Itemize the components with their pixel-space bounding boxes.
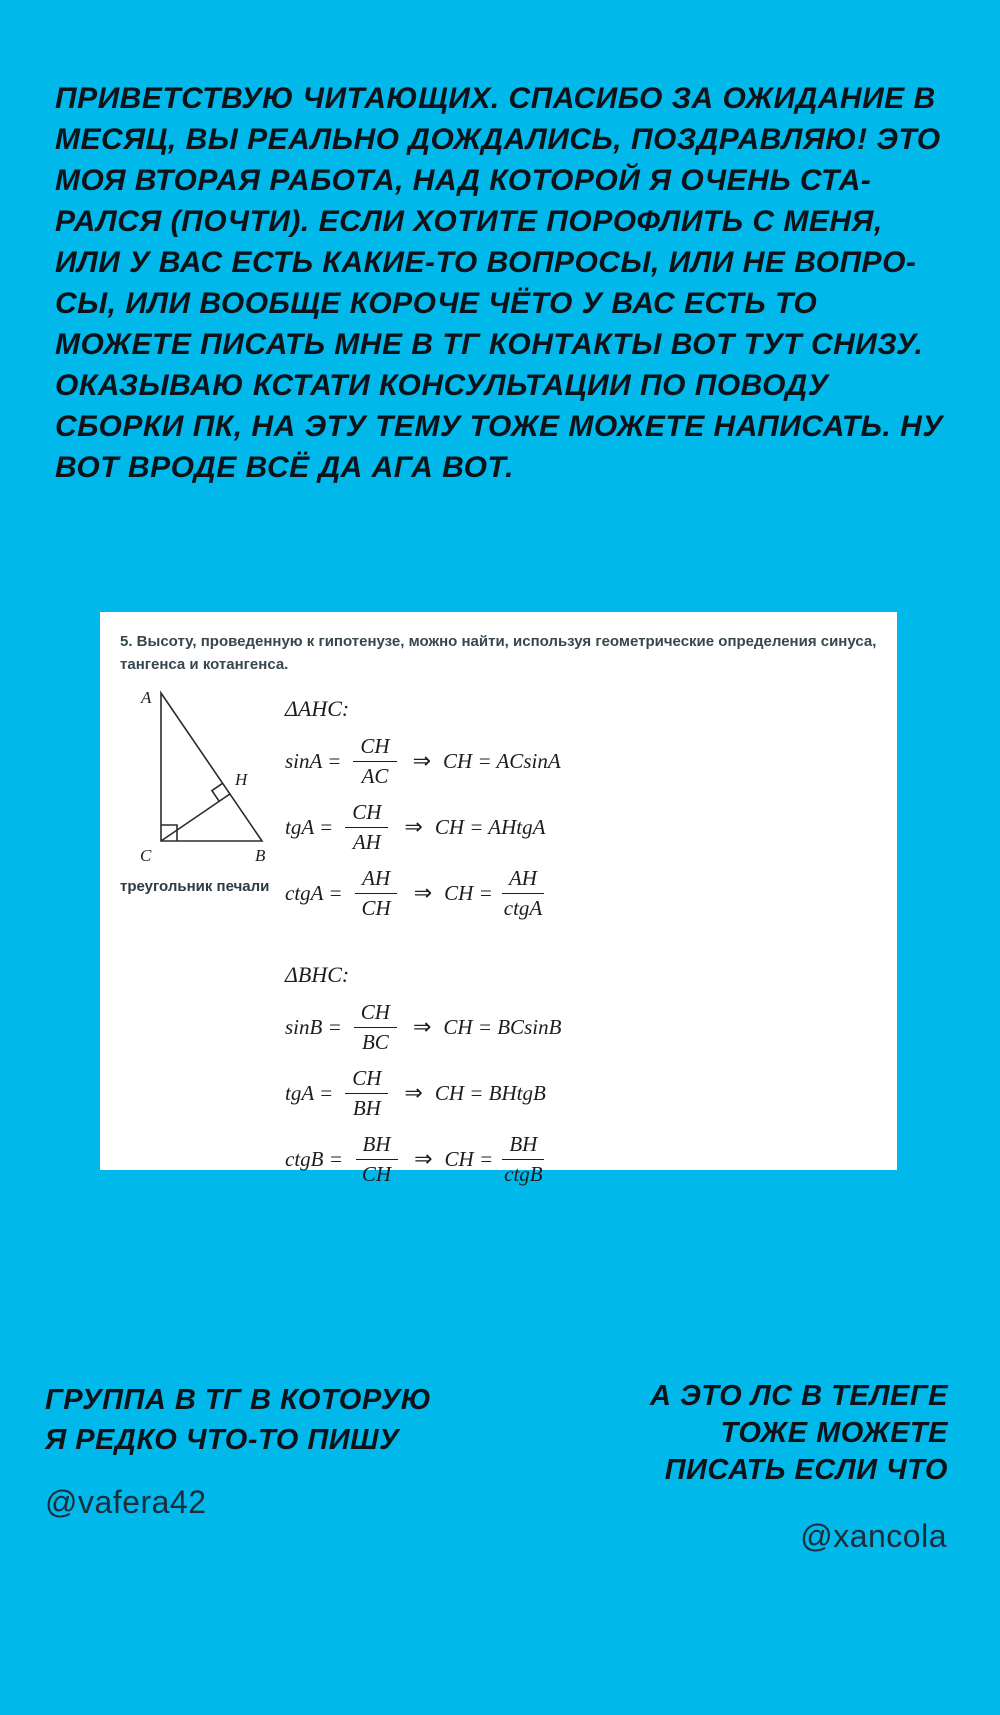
vertex-label-a: A bbox=[141, 688, 152, 707]
footer-left-note bbox=[45, 1380, 431, 1460]
fraction-numerator: AH bbox=[355, 866, 397, 893]
fraction bbox=[353, 734, 396, 787]
intro-line: ПРИВЕТСТВУЮ ЧИТАЮЩИХ. СПАСИБО ЗА ОЖИДАНИЕ В bbox=[55, 82, 936, 115]
fraction-denominator: ctgA bbox=[503, 895, 543, 920]
fraction-numerator: AH bbox=[502, 866, 544, 893]
formula-tga-bhc bbox=[285, 1066, 561, 1120]
formula-rhs: CH = ACsinA bbox=[443, 748, 561, 773]
fraction bbox=[355, 1132, 398, 1185]
intro-line: ВОТ ВРОДЕ ВСЁ ДА АГА ВОТ. bbox=[55, 451, 514, 484]
fraction-numerator: CH bbox=[354, 1000, 397, 1027]
fraction-numerator: CH bbox=[345, 800, 388, 827]
figure-caption: треугольник печали bbox=[120, 878, 270, 895]
fraction bbox=[345, 800, 388, 853]
implies-arrow-icon: ⇒ bbox=[412, 1014, 432, 1040]
fraction-denominator: BH bbox=[352, 1095, 381, 1120]
fraction-numerator: CH bbox=[353, 734, 396, 761]
vertex-label-c: C bbox=[140, 846, 152, 865]
formula-lhs: tgA = bbox=[285, 1080, 334, 1105]
formula-ctga-ahc bbox=[285, 866, 561, 920]
section-title-ahc: ΔAHC: bbox=[285, 696, 350, 721]
intro-line: СБОРКИ ПК, НА ЭТУ ТЕМУ ТОЖЕ МОЖЕТЕ НАПИСАТЬ. НУ bbox=[55, 410, 944, 443]
footer-left-line: ГРУППА В ТГ В КОТОРУЮ bbox=[45, 1384, 432, 1416]
fraction bbox=[497, 1132, 549, 1185]
card-heading-line: тангенса и котангенса. bbox=[120, 656, 289, 673]
fraction-denominator: CH bbox=[361, 1161, 392, 1186]
intro-line: ИЛИ У ВАС ЕСТЬ КАКИЕ-ТО ВОПРОСЫ, ИЛИ НЕ ВОПРО- bbox=[55, 246, 917, 279]
implies-arrow-icon: ⇒ bbox=[404, 814, 423, 840]
implies-arrow-icon: ⇒ bbox=[412, 748, 432, 774]
formulas-column bbox=[285, 696, 561, 1198]
formula-rhs: CH = AHtgA bbox=[434, 814, 546, 839]
telegram-handle-group: @vafera42 bbox=[45, 1484, 207, 1520]
fraction-denominator: AC bbox=[361, 763, 389, 788]
fraction-numerator: CH bbox=[345, 1066, 388, 1093]
footer-left-line: Я РЕДКО ЧТО-ТО ПИШУ bbox=[45, 1424, 400, 1456]
intro-line: РАЛСЯ (ПОЧТИ). ЕСЛИ ХОТИТЕ ПОРОФЛИТЬ С МЕНЯ, bbox=[55, 205, 883, 238]
intro-paragraph bbox=[55, 78, 965, 488]
implies-arrow-icon: ⇒ bbox=[414, 1146, 433, 1172]
formula-rhs-prefix: CH = bbox=[444, 880, 493, 905]
footer-right-line: ПИСАТЬ ЕСЛИ ЧТО bbox=[664, 1454, 948, 1486]
right-angle-mark-h bbox=[212, 783, 223, 801]
formula-rhs-prefix: CH = bbox=[444, 1146, 494, 1171]
footer-right-note bbox=[650, 1378, 948, 1489]
fraction-numerator: BH bbox=[502, 1132, 544, 1159]
fraction-denominator: BC bbox=[361, 1029, 389, 1054]
fraction-denominator: AH bbox=[352, 829, 381, 854]
vertex-label-h: H bbox=[235, 770, 248, 789]
intro-line: МОЯ ВТОРАЯ РАБОТА, НАД КОТОРОЙ Я ОЧЕНЬ СТА- bbox=[55, 164, 872, 197]
formula-sinb-bhc bbox=[285, 1000, 561, 1054]
card-heading-line: 5. Высоту, проведенную к гипотенузе, можно найти, используя геометрические определения синуса, bbox=[120, 633, 877, 650]
fraction-numerator: BH bbox=[356, 1132, 398, 1159]
implies-arrow-icon: ⇒ bbox=[413, 880, 433, 906]
triangle-svg bbox=[116, 678, 286, 868]
triangle-outline bbox=[161, 693, 262, 841]
vertex-label-b: B bbox=[255, 846, 266, 865]
intro-line: МЕСЯЦ, ВЫ РЕАЛЬНО ДОЖДАЛИСЬ, ПОЗДРАВЛЯЮ! ЭТО bbox=[55, 123, 941, 156]
telegram-handle-dm: @xancola bbox=[800, 1518, 947, 1554]
formula-lhs: ctgA = bbox=[285, 880, 343, 905]
formula-ctgb-bhc bbox=[285, 1132, 561, 1186]
fraction bbox=[355, 866, 398, 919]
formula-rhs: CH = BCsinB bbox=[443, 1014, 562, 1039]
formula-sina-ahc bbox=[285, 734, 561, 788]
section-title-bhc: ΔBHC: bbox=[285, 962, 350, 987]
intro-line: СЫ, ИЛИ ВООБЩЕ КОРОЧЕ ЧЁТО У ВАС ЕСТЬ ТО bbox=[55, 287, 818, 320]
footer-right-line: А ЭТО ЛС В ТЕЛЕГЕ bbox=[649, 1380, 948, 1412]
formula-lhs: sinB = bbox=[285, 1014, 342, 1039]
formula-lhs: tgA = bbox=[285, 814, 334, 839]
fraction bbox=[345, 1066, 388, 1119]
fraction-denominator: ctgB bbox=[504, 1161, 543, 1186]
formula-lhs: ctgB = bbox=[285, 1146, 343, 1171]
fraction bbox=[354, 1000, 397, 1053]
math-card bbox=[100, 612, 897, 1186]
implies-arrow-icon: ⇒ bbox=[404, 1080, 423, 1106]
intro-line: МОЖЕТЕ ПИСАТЬ МНЕ В ТГ КОНТАКТЫ ВОТ ТУТ СНИЗУ. bbox=[55, 328, 924, 361]
intro-line: ОКАЗЫВАЮ КСТАТИ КОНСУЛЬТАЦИИ ПО ПОВОДУ bbox=[55, 369, 829, 402]
triangle-figure bbox=[116, 678, 306, 895]
fraction-denominator: CH bbox=[361, 895, 391, 920]
footer-right-line: ТОЖЕ МОЖЕТЕ bbox=[720, 1417, 948, 1449]
formula-rhs: CH = BHtgB bbox=[434, 1080, 546, 1105]
fraction bbox=[497, 866, 549, 919]
formula-tga-ahc bbox=[285, 800, 561, 854]
formula-lhs: sinA = bbox=[285, 748, 342, 773]
card-heading bbox=[120, 630, 880, 676]
